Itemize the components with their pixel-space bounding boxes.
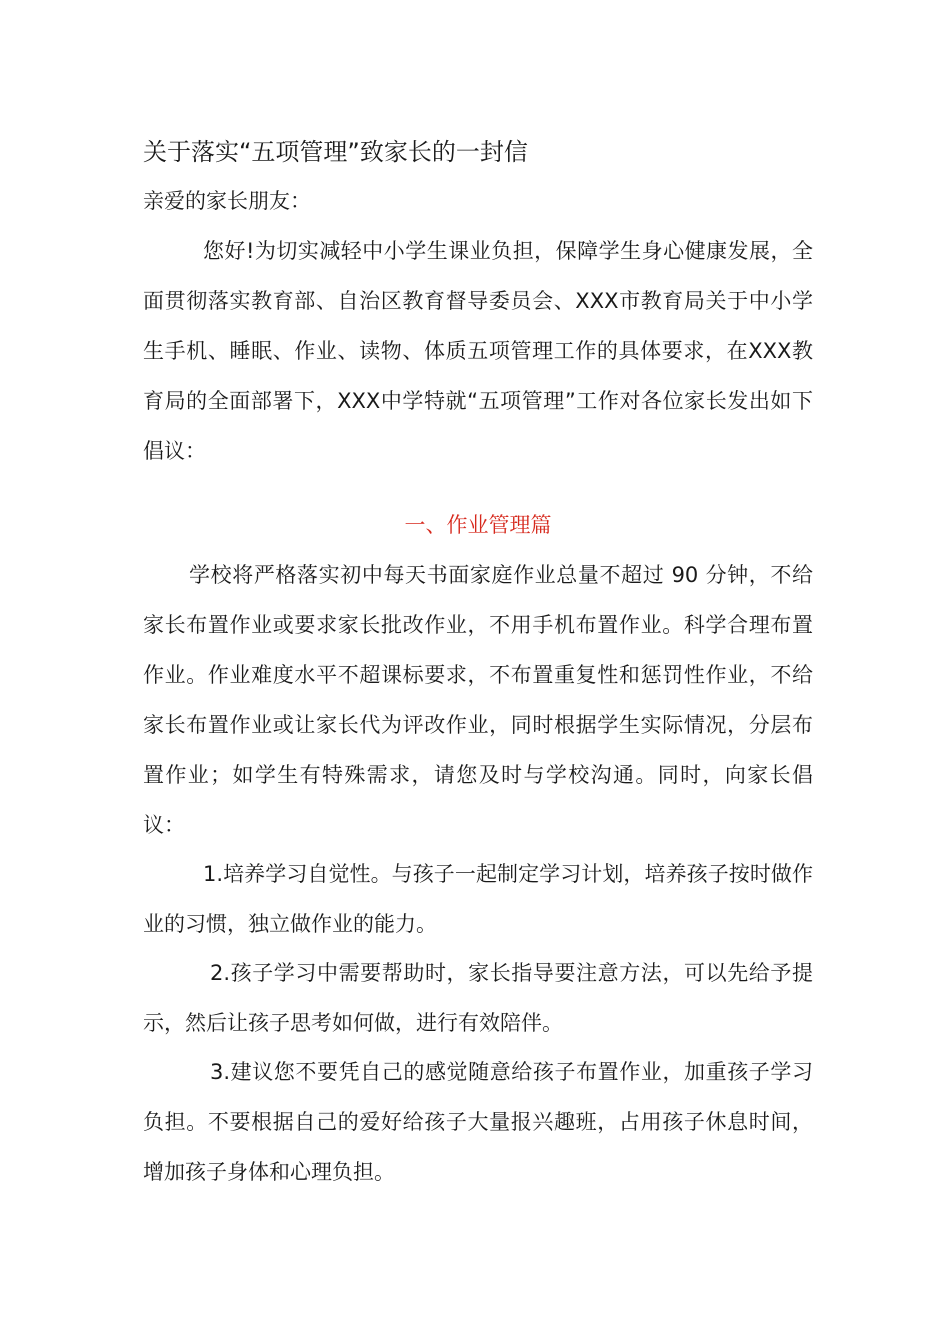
salutation: 亲爱的家长朋友： <box>143 189 311 213</box>
homework-item-2: 2.孩子学习中需要帮助时，家长指导要注意方法，可以先给予提示，然后让孩子思考如何做，进行有效陪伴。 <box>143 961 813 1035</box>
section-heading-homework: 一、作业管理篇 <box>404 513 552 537</box>
homework-item-1: 1.培养学习自觉性。与孩子一起制定学习计划，培养孩子按时做作业的习惯，独立做作业的能力。 <box>143 862 813 936</box>
letter-title: 关于落实“五项管理”致家长的一封信 <box>143 138 528 166</box>
intro-paragraph: 您好!为切实减轻中小学生课业负担，保障学生身心健康发展，全面贯彻落实教育部、自治区教育督导委员会、XXX市教育局关于中小学生手机、睡眠、作业、读物、体质五项管理工作的具体要求，在XXX教育局的全面部署下，XXX中学特就“五项管理”工作对各位家长发出如下倡议： <box>143 239 813 463</box>
homework-paragraph: 学校将严格落实初中每天书面家庭作业总量不超过 90 分钟，不给家长布置作业或要求家长批改作业，不用手机布置作业。科学合理布置作业。作业难度水平不超课标要求，不布置重复性和惩罚性作业，不给家长布置作业或让家长代为评改作业，同时根据学生实际情况，分层布置作业；如学生有特殊需求，请您及时与学校沟通。同时，向家长倡议： <box>143 563 813 837</box>
homework-item-3: 3.建议您不要凭自己的感觉随意给孩子布置作业，加重孩子学习负担。不要根据自己的爱好给孩子大量报兴趣班，占用孩子休息时间，增加孩子身体和心理负担。 <box>143 1060 813 1184</box>
